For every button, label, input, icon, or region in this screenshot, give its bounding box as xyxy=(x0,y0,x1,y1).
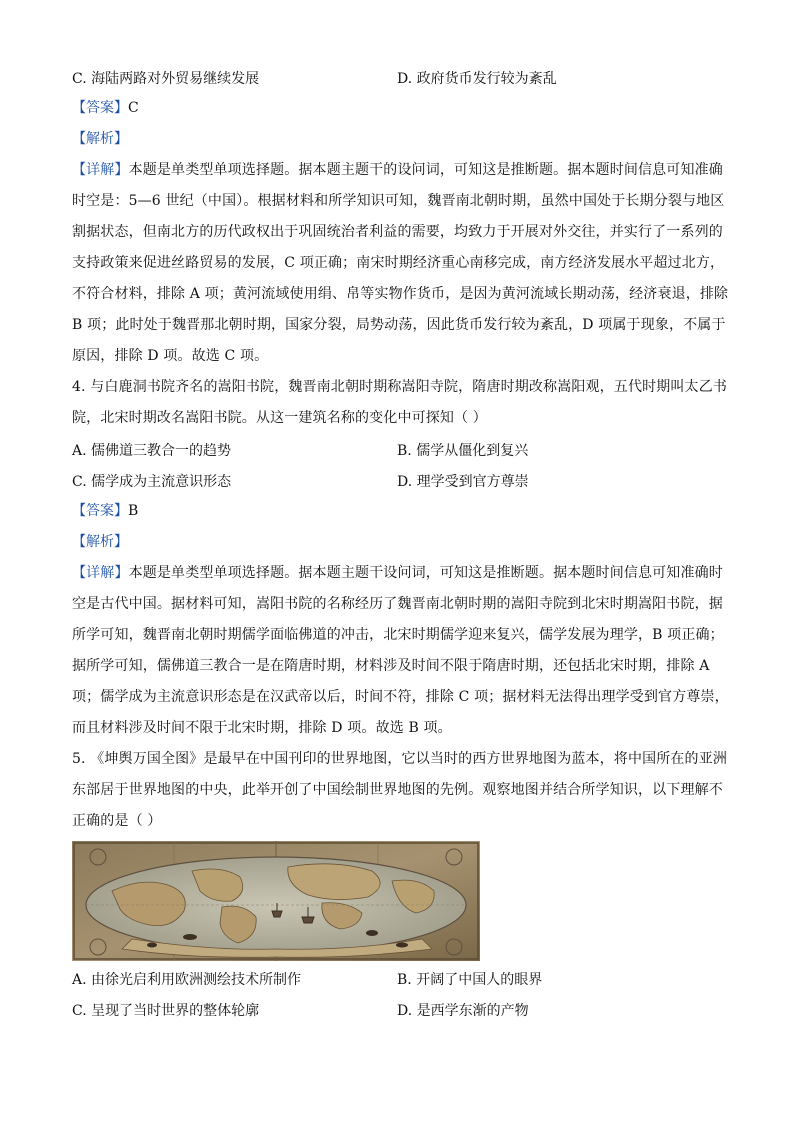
q4-options-row-cd xyxy=(72,465,722,496)
q4-options-row-ab xyxy=(72,434,722,465)
q3-detail-tag: 【详解】 xyxy=(72,162,129,178)
q3-answer-tag: 【答案】 xyxy=(72,100,128,116)
q3-analysis-tag: 【解析】 xyxy=(72,131,128,147)
q4-detail xyxy=(72,558,729,744)
q3-detail-text: 本题是单类型单项选择题。据本题主题干的设问词，可知这是推断题。据本题时间信息可知准确 xyxy=(128,162,723,178)
q4-analysis-heading xyxy=(72,527,722,558)
q3-option-d: D. 政府货币发行较为紊乱 xyxy=(397,70,557,87)
world-map-image xyxy=(72,841,480,961)
q4-detail-line-2: 空是古代中国。据材料可知，嵩阳书院的名称经历了魏晋南北朝时期的嵩阳寺院到北宋时期嵩阳书院，据 xyxy=(72,596,723,612)
q4-answer-tag: 【答案】 xyxy=(72,503,128,519)
q4-option-c: C. 儒学成为主流意识形态 xyxy=(72,473,232,490)
document-page xyxy=(72,62,729,1025)
q4-stem xyxy=(72,372,728,434)
q4-stem-line-1: 4. 与白鹿洞书院齐名的嵩阳书院，魏晋南北朝时期称嵩阳寺院，隋唐时期改称嵩阳观，五代时期叫太乙书 xyxy=(72,379,728,395)
q5-options-row-cd xyxy=(72,994,722,1025)
q5-stem-line-1: 5. 《坤舆万国全图》是最早在中国刊印的世界地图，它以当时的西方世界地图为蓝本，将中国所在的亚洲 xyxy=(72,751,728,767)
q4-detail-line-4: 据所学可知，儒佛道三教合一是在隋唐时期，材料涉及时间不限于隋唐时期，还包括北宋时期，排除 A xyxy=(72,658,710,674)
q3-answer xyxy=(72,93,722,124)
q3-detail-line-5: 不符合材料，排除 A 项；黄河流域使用绢、帛等实物作货币，是因为黄河流域长期动荡，经济衰退，排除 xyxy=(72,286,729,302)
q4-option-b: B. 儒学从僵化到复兴 xyxy=(397,442,529,459)
q5-stem xyxy=(72,744,728,837)
q3-options-row-cd xyxy=(72,62,722,93)
q3-detail xyxy=(72,155,729,372)
q5-options-row-ab xyxy=(72,963,722,994)
q4-option-a: A. 儒佛道三教合一的趋势 xyxy=(72,442,232,459)
q3-detail-line-4: 支持政策来促进丝路贸易的发展，C 项正确；南宋时期经济重心南移完成，南方经济发展水平超过北方， xyxy=(72,255,725,271)
q5-option-b: B. 开阔了中国人的眼界 xyxy=(397,971,543,988)
q4-answer xyxy=(72,496,722,527)
q5-option-d: D. 是西学东渐的产物 xyxy=(397,1002,529,1019)
q4-detail-line-1 xyxy=(72,558,722,589)
q5-option-c: C. 呈现了当时世界的整体轮廓 xyxy=(72,1002,260,1019)
q3-answer-value: C xyxy=(128,100,139,116)
q4-detail-tag: 【详解】 xyxy=(72,565,129,581)
q5-option-a: A. 由徐光启利用欧洲测绘技术所制作 xyxy=(72,971,302,988)
kunyu-wanguo-quantu-map xyxy=(72,841,480,961)
q4-detail-line-6: 而且材料涉及时间不限于北宋时期，排除 D 项。故选 B 项。 xyxy=(72,720,452,736)
q5-stem-line-3: 正确的是（ ） xyxy=(72,813,162,829)
q4-detail-line-3: 所学可知，魏晋南北朝时期儒学面临佛道的冲击，北宋时期儒学迎来复兴，儒学发展为理学，B 项正确； xyxy=(72,627,724,643)
q3-detail-line-6: B 项；此时处于魏晋那北朝时期，国家分裂，局势动荡，因此货币发行较为紊乱，D 项属于现象，不属于 xyxy=(72,317,726,333)
q3-detail-line-3: 割据状态，但南北方的历代政权出于巩固统治者利益的需要，均致力于开展对外交往，并实行了一系列的 xyxy=(72,224,723,240)
q3-option-c: C. 海陆两路对外贸易继续发展 xyxy=(72,70,260,87)
q4-detail-text: 本题是单类型单项选择题。据本题主题干设问词，可知这是推断题。据本题时间信息可知准确时 xyxy=(128,565,723,581)
q4-stem-line-2: 院，北宋时期改名嵩阳书院。从这一建筑名称的变化中可探知（ ） xyxy=(72,410,487,426)
q3-detail-line-7: 原因，排除 D 项。故选 C 项。 xyxy=(72,348,269,364)
q3-detail-line-1 xyxy=(72,155,722,186)
q3-detail-line-2: 时空是：5—6 世纪（中国）。根据材料和所学知识可知，魏晋南北朝时期，虽然中国处于长期分裂与地区 xyxy=(72,193,725,209)
q4-analysis-tag: 【解析】 xyxy=(72,534,128,550)
q4-option-d: D. 理学受到官方尊崇 xyxy=(397,473,529,490)
q5-stem-line-2: 东部居于世界地图的中央，此举开创了中国绘制世界地图的先例。观察地图并结合所学知识，以下理解不 xyxy=(72,782,723,798)
q3-analysis-heading xyxy=(72,124,722,155)
q4-detail-line-5: 项；儒学成为主流意识形态是在汉武帝以后，时间不符，排除 C 项；据材料无法得出理学受到官方尊崇， xyxy=(72,689,729,705)
q4-answer-value: B xyxy=(128,503,139,519)
